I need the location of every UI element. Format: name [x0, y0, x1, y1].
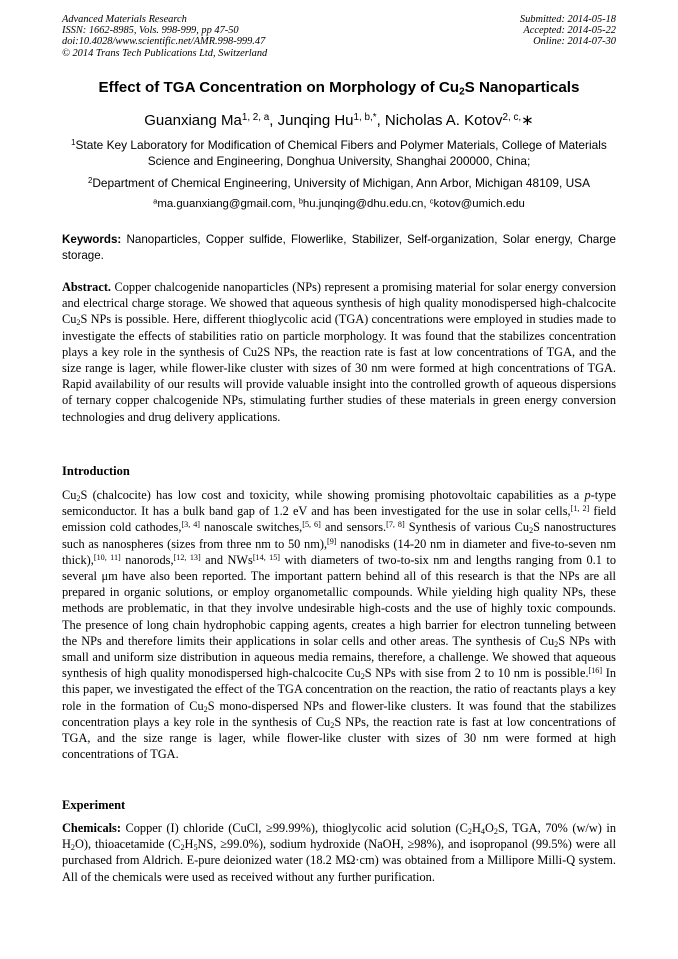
author-name: Junqing Hu: [277, 112, 354, 129]
chemicals-paragraph: Chemicals: Copper (I) chloride (CuCl, ≥99.99%), thioglycolic acid solution ($C_2H_4O_2S$, TGA, 70% (w/w) in $H_2O$), thioacetamide ($C_2H_5NS$, ≥99.0%), sodium hydroxide (NaOH, ≥98%), and isopropanol (99.5%) were all purchased from Aldrich. E-pure deionized water (18.2 MΩ·cm) was obtained from a Millipore Milli-Q system. All of the chemicals were used as received without any further purification.: [62, 821, 617, 884]
author-name: Nicholas A. Kotov: [384, 112, 503, 129]
submitted-date: Submitted: 2014-05-18: [519, 14, 616, 25]
affiliation-1: $^1$State Key Laboratory for Modification of Chemical Fibers and Polymer Materials, College of Materials Science and Engineering, Donghua University, Shanghai 200000, China;: [71, 138, 607, 168]
copyright-line: © 2014 Trans Tech Publications Ltd, Switzerland: [62, 47, 268, 59]
author-name: Guanxiang Ma: [144, 112, 242, 129]
chemicals-label: Chemicals:: [62, 821, 121, 835]
issn-line: ISSN: 1662-8985, Vols. 998-999, pp 47-50: [62, 25, 239, 37]
section-heading-experiment: Experiment: [62, 798, 126, 812]
corresponding-mark: ∗: [521, 112, 534, 129]
keywords: Keywords: Nanoparticles, Copper sulfide, Flowerlike, Stabilizer, Self-organization, Solar energy, Charge storage.: [62, 233, 616, 262]
journal-header: [62, 14, 267, 59]
citation: [14, 15]: [252, 552, 280, 562]
introduction-paragraph: $Cu_2S$ (chalcocite) has low cost and toxicity, while showing promising photovoltaic capabilities as a p-type semiconductor. It has a bulk band gap of 1.2 eV and has been investigated for the use in solar cells,[1, 2] field emission cold cathodes,[3, 4] nanoscale switches,[5, 6] and sensors.[7, 8] Synthesis of various $Cu_2S$ nanostructures such as nanospheres (sizes from three nm to 50 nm),[9] nanodisks (14-20 nm in diameter and five-to-seven nm thick),[10, 11] nanorods,[12, 13] and NWs[14, 15] with diameters of two-to-six nm and lengths ranging from 0.1 to several μm have also been reported. The important pattern behind all of this research is that the NPs are all prepared in organic solutions, or employ organometallic compounds. While yielding high quality NPs, these methods are problematic, in that they involve undesirable high-costs and the use of highly toxic compounds. The presence of long chain hydrophobic capping agents, creates a high barrier for electron tunneling between the NPs and therefore limits their applications in solar cells and other areas. The synthesis of $Cu_2S$ NPs with small and uniform size distribution in aqueous media remains, therefore, a challenge. We showed that aqueous synthesis of high quality monodispersed high-chalcocite $Cu_2S$ NPs with sise from 2 to 10 nm is possible.[16] In this paper, we investigated the effect of the TGA concentration on the reaction, the ratio of reactants plays a key role in the formation of $Cu_2S$ mono-dispersed NPs and flower-like clusters. It was found that the stabilizes concentration plays a key role in the synthesis of $Cu_2S$ NPs, the reaction rate is fast at low concentrations of TGA, and the size range is lager, while flower-like cluster with sizes of 30 nm were formed at high concentrations of TGA.: [62, 488, 617, 762]
citation: [9]: [327, 536, 337, 546]
doi-line: doi:10.4028/www.scientific.net/AMR.998-999.47: [62, 36, 266, 48]
keywords-label: Keywords:: [62, 233, 122, 246]
online-date: Online: 2014-07-30: [533, 36, 616, 48]
abstract-label: Abstract.: [62, 280, 112, 294]
accepted-date: Accepted: 2014-05-22: [523, 25, 616, 37]
email-link[interactable]: hu.junqing@dhu.edu.cn: [302, 198, 424, 210]
citation: [1, 2]: [570, 504, 590, 514]
citation: [12, 13]: [173, 552, 201, 562]
citation: [16]: [588, 666, 603, 676]
section-heading-introduction: Introduction: [62, 464, 130, 478]
citation: [10, 11]: [93, 552, 121, 562]
journal-name: Advanced Materials Research: [62, 14, 187, 25]
author-list: Guanxiang Ma$^{1, 2, a}$, Junqing $Hu^{1, b,*}$, Nicholas A. Kotov$^{2, c,}$∗: [144, 112, 534, 129]
dates-header: [520, 14, 616, 48]
email-link[interactable]: ma.guanxiang@gmail.com: [157, 198, 293, 210]
citation: [5, 6]: [302, 520, 321, 530]
abstract: Abstract. Copper chalcogenide nanoparticles (NPs) represent a promising material for solar energy conversion and electrical charge storage. We showed that aqueous synthesis of high quality monodispersed high-chalcocite $Cu_2S$ NPs is possible. Here, different thioglycolic acid (TGA) concentrations were employed in studies made to investigate the effects of stabilities ratio on particle morphology. It was found that the stabilizes concentration plays a key role in the synthesis of Cu2S NPs, the reaction rate is fast at low concentrations of TGA, and the size range is lager, while flower-like cluster with sizes of 30 nm were formed at high concentrations of TGA. Rapid availability of our results will provide valuable insight into the controlled growth of aqueous dispersions of ternary copper chalcogenide NPs, stimulating further studies of these materials in green energy conversion technologies and drug delivery applications.: [62, 280, 616, 424]
email-link[interactable]: kotov@umich.edu: [433, 198, 525, 210]
affiliation-2: $^2$Department of Chemical Engineering, University of Michigan, Ann Arbor, Michigan 48109, USA: [87, 176, 591, 190]
paper-title: Effect of TGA Concentration on Morphology of $Cu_2S$ Nanoparticals: [98, 79, 580, 98]
email-list: $^a$ma.guanxiang@gmail.com, $^b$hu.junqing@dhu.edu.cn, $^c$kotov@umich.edu: [153, 196, 525, 210]
citation: [3, 4]: [181, 520, 200, 530]
citation: [7, 8]: [386, 520, 405, 530]
